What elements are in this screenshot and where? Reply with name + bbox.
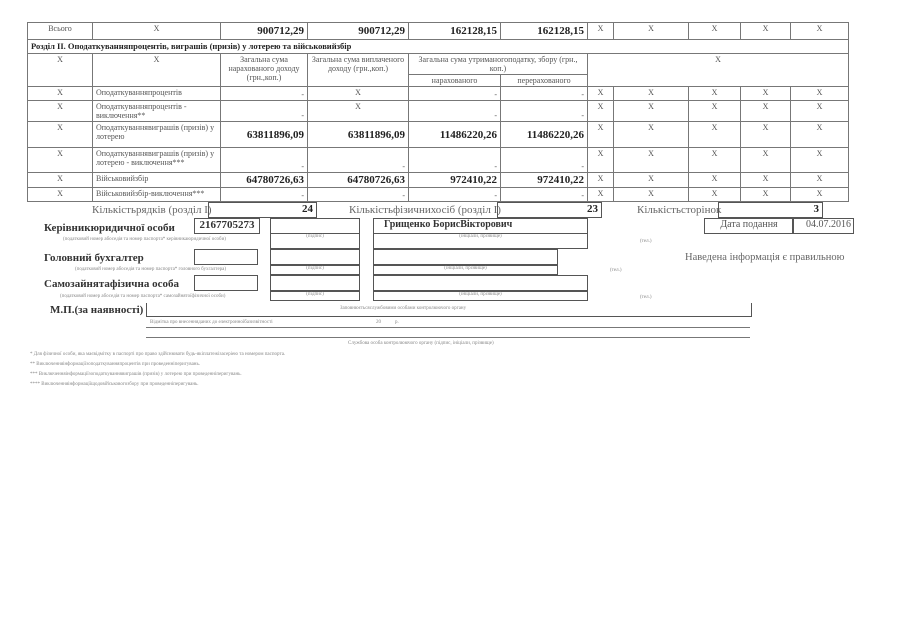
row-name: Оподаткуваннявиграшів (призів) у лотерею - виключення*** <box>93 148 221 173</box>
x-cell: X <box>791 188 849 202</box>
persons-count-field[interactable]: 23 <box>497 202 602 218</box>
x-cell: X <box>741 188 791 202</box>
x-cell: X <box>689 87 741 101</box>
value-cell-v2: - <box>308 188 409 202</box>
x-cell: X <box>28 173 93 188</box>
value-cell-v1: - <box>221 101 308 122</box>
total-row <box>28 23 849 40</box>
x-cell: X <box>588 87 614 101</box>
section2-table <box>27 22 849 202</box>
value-cell-v1: 63811896,09 <box>221 122 308 148</box>
header-withheld-tax: Загальна сума утриманогоподатку, збору (грн., коп.) <box>409 54 588 75</box>
x-cell: X <box>588 173 614 188</box>
x-cell: X <box>28 188 93 202</box>
x-cell: X <box>741 122 791 148</box>
x-cell: X <box>588 23 614 40</box>
x-cell: X <box>741 87 791 101</box>
x-cell: X <box>791 148 849 173</box>
x-cell: X <box>28 101 93 122</box>
official-caption: Службова особа контролюючого органу (підпис, ініціали, прізвище) <box>348 341 494 346</box>
accountant-id-field[interactable] <box>194 249 258 265</box>
value-cell-v1: 64780726,63 <box>221 173 308 188</box>
header-x: X <box>28 54 93 87</box>
header-x: X <box>93 54 221 87</box>
x-cell: X <box>741 23 791 40</box>
self-employed-id-field[interactable] <box>194 275 258 291</box>
sign-caption: (підпис) <box>270 265 360 275</box>
row-name: Військовийзбір <box>93 173 221 188</box>
table-row <box>28 173 849 188</box>
x-cell: X <box>93 23 221 40</box>
total-label: Всього <box>28 23 93 40</box>
x-cell: X <box>28 148 93 173</box>
table-row <box>28 188 849 202</box>
x-cell: X <box>689 101 741 122</box>
x-cell: X <box>791 87 849 101</box>
tel-caption: (тел.) <box>640 295 652 300</box>
x-cell: X <box>791 122 849 148</box>
footnote: *** Виключенняінформаціїзоподаткуваннявиграшів (призів) у лотерею при проведенніперигувань. <box>30 372 242 377</box>
self-employed-label: Самозайнятафізична особа <box>44 278 179 290</box>
value-cell-v4: - <box>501 148 588 173</box>
head-label: Керівникюридичної особи <box>44 222 175 234</box>
header-x: X <box>588 54 849 87</box>
total-v4: 162128,15 <box>501 23 588 40</box>
x-cell: X <box>791 23 849 40</box>
head-name-field[interactable]: Грищенко БорисВікторович <box>373 218 588 234</box>
footnote: ** Виключенняінформаціїзоподаткуванняпроцентів при проведенніперигувань. <box>30 362 201 367</box>
accountant-signature-field[interactable] <box>270 249 360 265</box>
header-accrued-income: Загальна сума нарахованого доходу (грн.,коп.) <box>221 54 308 87</box>
x-cell: X <box>741 101 791 122</box>
x-cell: X <box>689 148 741 173</box>
x-cell: X <box>614 87 689 101</box>
name-caption: (ініціали, прізвище) <box>373 233 588 249</box>
x-cell: X <box>689 188 741 202</box>
x-cell: X <box>614 101 689 122</box>
date-field[interactable]: 04.07.2016 <box>792 218 854 234</box>
value-cell-v3: 972410,22 <box>409 173 501 188</box>
persons-count-label: Кількістьфізичнихосіб (розділ І) <box>349 204 501 216</box>
value-cell-v4: 972410,22 <box>501 173 588 188</box>
pages-count-field[interactable]: 3 <box>718 202 823 218</box>
tel-caption: (тел.) <box>640 239 652 244</box>
x-cell: X <box>689 173 741 188</box>
row-name: Військовийзбір-виключення*** <box>93 188 221 202</box>
self-employed-id-caption: (податковий номер абоседія та номер паспорта* самозайнятоїфізичної особи) <box>60 294 226 299</box>
accountant-id-caption: (податковий номер абоседія та номер паспорта* головного бухгалтера) <box>75 267 227 272</box>
x-cell: X <box>791 101 849 122</box>
head-id-caption: (податковий номер абоседія та номер паспорта* керівникаюридичної особи) <box>63 237 226 242</box>
total-v1: 900712,29 <box>221 23 308 40</box>
total-v3: 162128,15 <box>409 23 501 40</box>
footnote: **** Виключенняінформаціїщодовійськовогозбору при проведенніперигувань. <box>30 382 199 387</box>
correct-info-statement: Наведена інформація є правильною <box>685 252 845 263</box>
value-cell-v4: - <box>501 188 588 202</box>
value-cell-v2: 64780726,63 <box>308 173 409 188</box>
self-employed-name-field[interactable] <box>373 275 588 291</box>
x-cell: X <box>614 122 689 148</box>
filled-by-caption: Заповнюєтьсяслужбовими особами контролюючого органу <box>340 306 467 311</box>
sign-caption: (підпис) <box>270 291 360 301</box>
header-accrued: нарахованого <box>409 75 501 87</box>
value-cell-v3: - <box>409 87 501 101</box>
table-row <box>28 101 849 122</box>
accountant-name-field[interactable] <box>373 249 558 265</box>
x-cell: X <box>689 122 741 148</box>
section2-title: Розділ ІІ. Оподаткуванняпроцентів, виграшів (призів) у лотерею та військовийзбір <box>28 40 849 54</box>
tel-caption: (тел.) <box>610 268 622 273</box>
value-cell-v2: - <box>308 148 409 173</box>
header-paid-income: Загальна сума виплаченого доходу (грн.,коп.) <box>308 54 409 87</box>
row-name: Оподаткуваннявиграшів (призів) у лотерею <box>93 122 221 148</box>
x-cell: X <box>588 122 614 148</box>
value-cell-v2: 63811896,09 <box>308 122 409 148</box>
rows-count-field[interactable]: 24 <box>208 202 317 218</box>
footnote: * Для фізичної особи, яка маєвідмітку в паспорті про право здійснювати будь-якіплатежізасеріею та номером паспорта. <box>30 352 286 357</box>
x-cell: X <box>588 148 614 173</box>
year-suffix: р. <box>395 320 399 325</box>
head-signature-field[interactable] <box>270 218 360 234</box>
rows-count-label: Кількістьрядків (розділ І) <box>92 204 212 216</box>
x-cell: X <box>588 101 614 122</box>
row-name: Оподаткуванняпроцентів <box>93 87 221 101</box>
db-mark-label: Відмітка про внесенняданих до електронноїбазизвітності <box>150 320 273 325</box>
x-cell: X <box>614 188 689 202</box>
x-cell: X <box>614 23 689 40</box>
stamp-label: М.П.(за наявності) <box>50 304 144 316</box>
value-cell-v2: X <box>308 87 409 101</box>
value-cell-v4: - <box>501 87 588 101</box>
x-cell: X <box>741 173 791 188</box>
value-cell-v2: X <box>308 101 409 122</box>
name-caption: (ініціали, прізвище) <box>373 265 558 275</box>
x-cell: X <box>28 87 93 101</box>
table-row <box>28 87 849 101</box>
date-label: Дата подання <box>704 218 794 234</box>
x-cell: X <box>614 173 689 188</box>
year-label: 20 <box>376 320 381 325</box>
value-cell-v1: - <box>221 148 308 173</box>
total-v2: 900712,29 <box>308 23 409 40</box>
value-cell-v4: 11486220,26 <box>501 122 588 148</box>
header-transferred: перерахованого <box>501 75 588 87</box>
accountant-label: Головний бухгалтер <box>44 252 144 264</box>
x-cell: X <box>689 23 741 40</box>
value-cell-v4: - <box>501 101 588 122</box>
sign-caption: (підпис) <box>270 233 360 249</box>
value-cell-v3: - <box>409 101 501 122</box>
value-cell-v3: - <box>409 188 501 202</box>
x-cell: X <box>741 148 791 173</box>
self-employed-signature-field[interactable] <box>270 275 360 291</box>
name-caption: (ініціали, прізвище) <box>373 291 588 301</box>
value-cell-v3: 11486220,26 <box>409 122 501 148</box>
pages-count-label: Кількістьсторінок <box>637 204 722 216</box>
value-cell-v1: - <box>221 87 308 101</box>
x-cell: X <box>588 188 614 202</box>
x-cell: X <box>614 148 689 173</box>
table-row <box>28 148 849 173</box>
head-id-field[interactable]: 2167705273 <box>194 218 260 234</box>
value-cell-v3: - <box>409 148 501 173</box>
x-cell: X <box>791 173 849 188</box>
table-row <box>28 122 849 148</box>
row-name: Оподаткуванняпроцентів - виключення** <box>93 101 221 122</box>
value-cell-v1: - <box>221 188 308 202</box>
x-cell: X <box>28 122 93 148</box>
